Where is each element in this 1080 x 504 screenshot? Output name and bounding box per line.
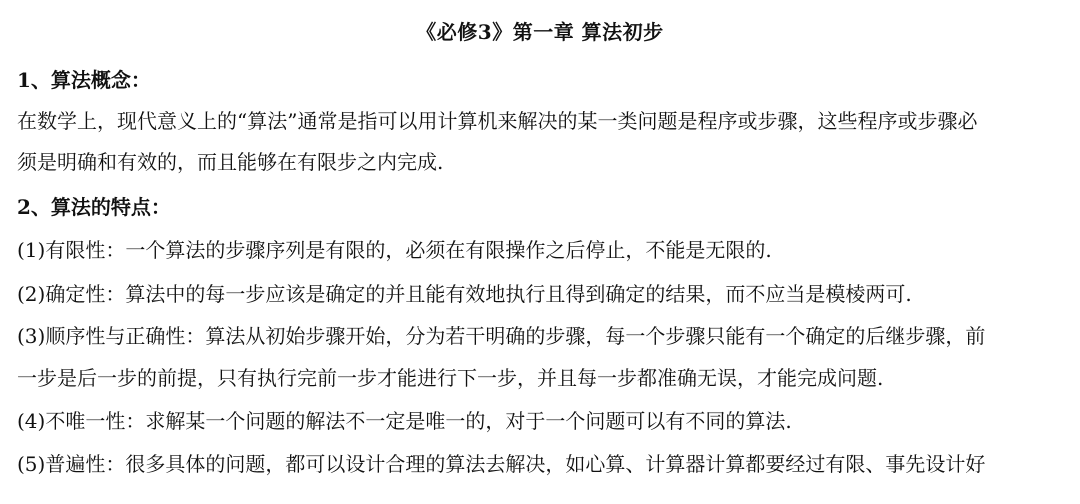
section-heading-algorithm-concept: 1、算法概念： xyxy=(17,68,151,92)
feature-item-non-uniqueness: (4)不唯一性：求解某一个问题的解法不一定是唯一的，对于一个问题可以有不同的算法. xyxy=(17,409,792,433)
feature-item-universality: (5)普遍性：很多具体的问题，都可以设计合理的算法去解决，如心算、计算器计算都要经过有限、事先设计好 xyxy=(17,452,986,476)
document-title: 《必修3》第一章 算法初步 xyxy=(416,20,664,44)
paragraph-line: 须是明确和有效的，而且能够在有限步之内完成. xyxy=(17,150,444,174)
feature-item-definiteness: (2)确定性：算法中的每一步应该是确定的并且能有效地执行且得到确定的结果，而不应当是模棱两可. xyxy=(17,282,912,306)
feature-item-finiteness: (1)有限性：一个算法的步骤序列是有限的，必须在有限操作之后停止，不能是无限的. xyxy=(17,238,772,262)
section-heading-algorithm-features: 2、算法的特点： xyxy=(17,195,171,219)
feature-item-sequence-correctness: (3)顺序性与正确性：算法从初始步骤开始，分为若干明确的步骤，每一个步骤只能有一个确定的后继步骤，前 xyxy=(17,324,986,348)
paragraph-line: 在数学上，现代意义上的“算法”通常是指可以用计算机来解决的某一类问题是程序或步骤，这些程序或步骤必 xyxy=(17,109,978,133)
feature-item-sequence-correctness-cont: 一步是后一步的前提，只有执行完前一步才能进行下一步，并且每一步都准确无误，才能完成问题. xyxy=(17,366,884,390)
